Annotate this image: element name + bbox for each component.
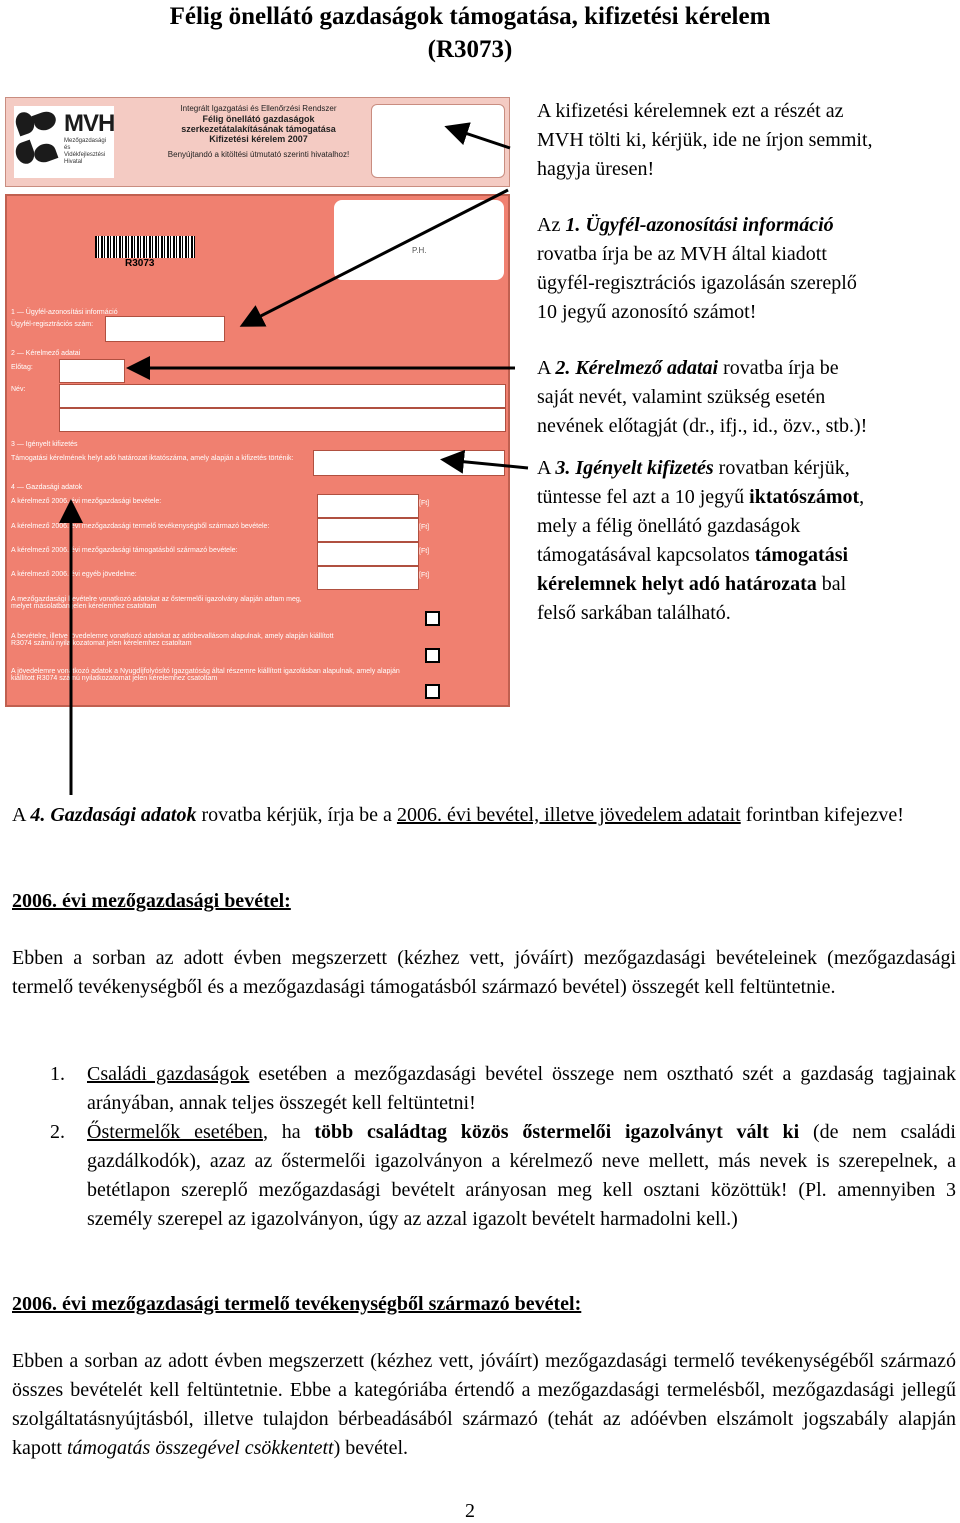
header-line: Integrált Igazgatási és Ellenőrzési Rendszer [180, 104, 337, 113]
desc-line: felső sarkában található. [537, 602, 731, 624]
unit-label: [Ft] [419, 500, 430, 507]
desc-emphasis: 3. Igényelt kifizetés [555, 457, 714, 479]
desc-emphasis: 1. Ügyfél-azonosítási információ [565, 214, 834, 236]
desc-line [537, 570, 955, 599]
bold-text: több családtag közös őstermelői igazolványt vált ki [314, 1121, 800, 1143]
desc-line: hagyja üresen! [537, 158, 655, 180]
desc-bold: kérelemnek helyt adó határozata [537, 573, 817, 595]
desc-text: A [537, 457, 556, 479]
declaration-2: A bevételre, illetve jövedelemre vonatkozó adatokat az adóbevallásom alapulnak, amely alapján kiállított R3074 számú nyilatkozatomat jelen kérelemhez csatoltam [11, 633, 334, 647]
list-item [50, 1060, 956, 1118]
desc-payment [537, 454, 955, 628]
heading-agricultural-revenue [12, 887, 956, 916]
paragraph-revenue-explanation: Ebben a sorban az adott évben megszerzett (kézhez vett, jóváírt) mezőgazdasági bevételeinek (mezőgazdasági termelő tevékenységből és a mezőgazdasági támogatásból származó bevétel) összegét kell feltüntetnie. [12, 947, 956, 998]
desc-line: saját nevét, valamint szükség esetén [537, 386, 826, 408]
declaration-1: A mezőgazdasági bevételre vonatkozó adatokat az őstermelői igazolvány alapján adtam meg, melyet másolatban jelen kérelemhez csatoltam [11, 596, 302, 610]
text: rovatba kérjük, írja be a [196, 804, 397, 826]
list-text [87, 1060, 956, 1118]
desc-bold: iktatószámot [749, 486, 860, 508]
desc-office-use [537, 97, 955, 184]
desc-line [537, 483, 955, 512]
header-line: szerkezetátalakításának támogatása [181, 124, 336, 134]
desc-text: tüntesse fel azt a 10 jegyű [537, 486, 750, 508]
desc-line [537, 541, 955, 570]
section-2-title: 2 — Kérelmező adatai [11, 350, 81, 357]
text: A [12, 804, 31, 826]
underlined-text: 2006. évi bevétel, illetve jövedelem adatait [396, 804, 741, 826]
arrow-office-use [450, 128, 510, 148]
desc-text: támogatásával kapcsolatos [537, 544, 755, 566]
form-code: R3073 [125, 258, 155, 269]
page-number: 2 [465, 1500, 475, 1522]
section-4-title: 4 — Gazdasági adatok [11, 484, 83, 491]
row-other-income-label: A kérelmező 2006. évi egyéb jövedelme: [11, 571, 137, 578]
desc-applicant [537, 354, 955, 441]
paragraph-production-explanation [12, 1347, 956, 1463]
name-label: Név: [11, 386, 26, 393]
text: (de nem családi gazdálkodók), azaz az őstermelői igazolványon a kérelmező neve mellett, más nevek is szerepelnek, a betétlapon szereplő mezőgazdasági bevételt arányosan meg kell osztani közöttük! (Pl. amennyiben 3 személy szerepel az igazolványon, úgy az azzal igazolt bevételt harmadolni kell.) [87, 1121, 956, 1230]
desc-text: rovatban kérjük, [713, 457, 850, 479]
desc-line: mely a félig önellátó gazdaságok [537, 515, 801, 537]
header-line: Benyújtandó a kitöltési útmutató szerinti hivatalhoz! [167, 150, 350, 159]
desc-emphasis: 2. Kérelmező adatai [555, 357, 719, 379]
client-id-label: Ügyfél-regisztrációs szám: [11, 321, 94, 328]
text: , ha [262, 1121, 315, 1143]
payment-label: Támogatási kérelmének helyt adó határozat iktatószáma, amely alapján a kifizetés történik: [11, 455, 294, 462]
underlined-text: Családi gazdaságok [87, 1063, 250, 1085]
text: forintban kifejezve! [745, 804, 904, 826]
header-line: Félig önellátó gazdaságok [202, 114, 315, 124]
desc-text: A [537, 357, 556, 379]
section-1-title: 1 — Ügyfél-azonosítási információ [11, 309, 118, 316]
desc-line: nevének előtagját (dr., ifj., id., özv., stb.)! [537, 415, 868, 437]
row-revenue-label: A kérelmező 2006. évi mezőgazdasági bevétele: [11, 498, 162, 505]
arrow-client-id [245, 190, 508, 324]
prefix-label: Előtag: [11, 364, 33, 371]
row-subsidy-label: A kérelmező 2006. évi mezőgazdasági támogatásból származó bevétele: [11, 547, 238, 554]
declaration-3: A jövedelemre vonatkozó adatok a Nyugdíjfolyósító Igazgatóság által részemre kiállított igazolásban alapulnak, amely alapján kiállított R3074 számú nyilatkozatomat jelen kérelemhez csatoltam [11, 668, 400, 682]
text: esetében a mezőgazdasági bevétel összege nem osztható szét a gazdaság tagjainak arányában, annak teljes összegét kell feltüntetni! [87, 1063, 956, 1114]
logo-subtitle: Mezőgazdasági és Vidékfejlesztési Hivatal [64, 138, 107, 165]
text: ) bevétel. [333, 1437, 408, 1459]
unit-label: [Ft] [419, 548, 430, 555]
unit-label: [Ft] [419, 572, 430, 579]
heading-production-revenue [12, 1290, 956, 1319]
desc-line: ügyfél-regisztrációs igazolásán szereplő [537, 272, 857, 294]
desc-line: 10 jegyű azonosító számot! [537, 301, 757, 323]
section-3-title: 3 — Igényelt kifizetés [11, 441, 78, 448]
row-production-label: A kérelmező 2006. évi mezőgazdasági termelő tevékenységből származó bevétele: [11, 523, 270, 530]
desc-line: rovatba írja be az MVH által kiadott [537, 243, 827, 265]
paragraph-economic-data [12, 801, 956, 830]
list-number: 1. [50, 1063, 65, 1085]
desc-text: rovatba írja be [718, 357, 839, 379]
title-line-2: (R3073) [427, 36, 513, 63]
desc-line [537, 454, 955, 483]
unit-label: [Ft] [419, 524, 430, 531]
desc-client-id [537, 211, 955, 327]
list-item [50, 1118, 956, 1234]
italic-text: támogatás összegével csökkentett [67, 1437, 334, 1459]
header-line: Kifizetési kérelem 2007 [209, 134, 308, 144]
list-number: 2. [50, 1121, 65, 1143]
list-text [87, 1118, 956, 1234]
desc-bold: támogatási [754, 544, 849, 566]
logo-text: MVH [64, 110, 115, 137]
desc-line [537, 354, 955, 383]
desc-line: MVH tölti ki, kérjük, ide ne írjon semmit, [537, 129, 873, 151]
title-line-1: Félig önellátó gazdaságok támogatása, kifizetési kérelem [169, 3, 771, 30]
desc-text: , [859, 486, 865, 508]
desc-line [537, 211, 955, 240]
text: Ebben a sorban az adott évben megszerzett (kézhez vett, jóváírt) mezőgazdasági termelő tevékenységéből származó összes bevételét kell feltüntetnie. Ebbe a kategóriába értendő a mezőgazdasági termelésből, mezőgazdasági jellegű szolgáltatásnyújtásból, illetve tulajdon bérbeadásából származó (tehát az adóévben elszámolt jogszabály alapján kapott [12, 1350, 956, 1459]
underlined-text: Őstermelők esetében [87, 1121, 263, 1143]
heading-text: 2006. évi mezőgazdasági termelő tevékenységből származó bevétel: [12, 1293, 582, 1315]
heading-text: 2006. évi mezőgazdasági bevétel: [12, 890, 291, 912]
arrow-payment [446, 460, 528, 468]
emphasis: 4. Gazdasági adatok [30, 804, 197, 826]
stamp-label: P.H. [412, 246, 427, 255]
desc-text: Az [537, 214, 566, 236]
desc-text: bal [816, 573, 847, 595]
desc-line: A kifizetési kérelemnek ezt a részét az [537, 100, 844, 122]
